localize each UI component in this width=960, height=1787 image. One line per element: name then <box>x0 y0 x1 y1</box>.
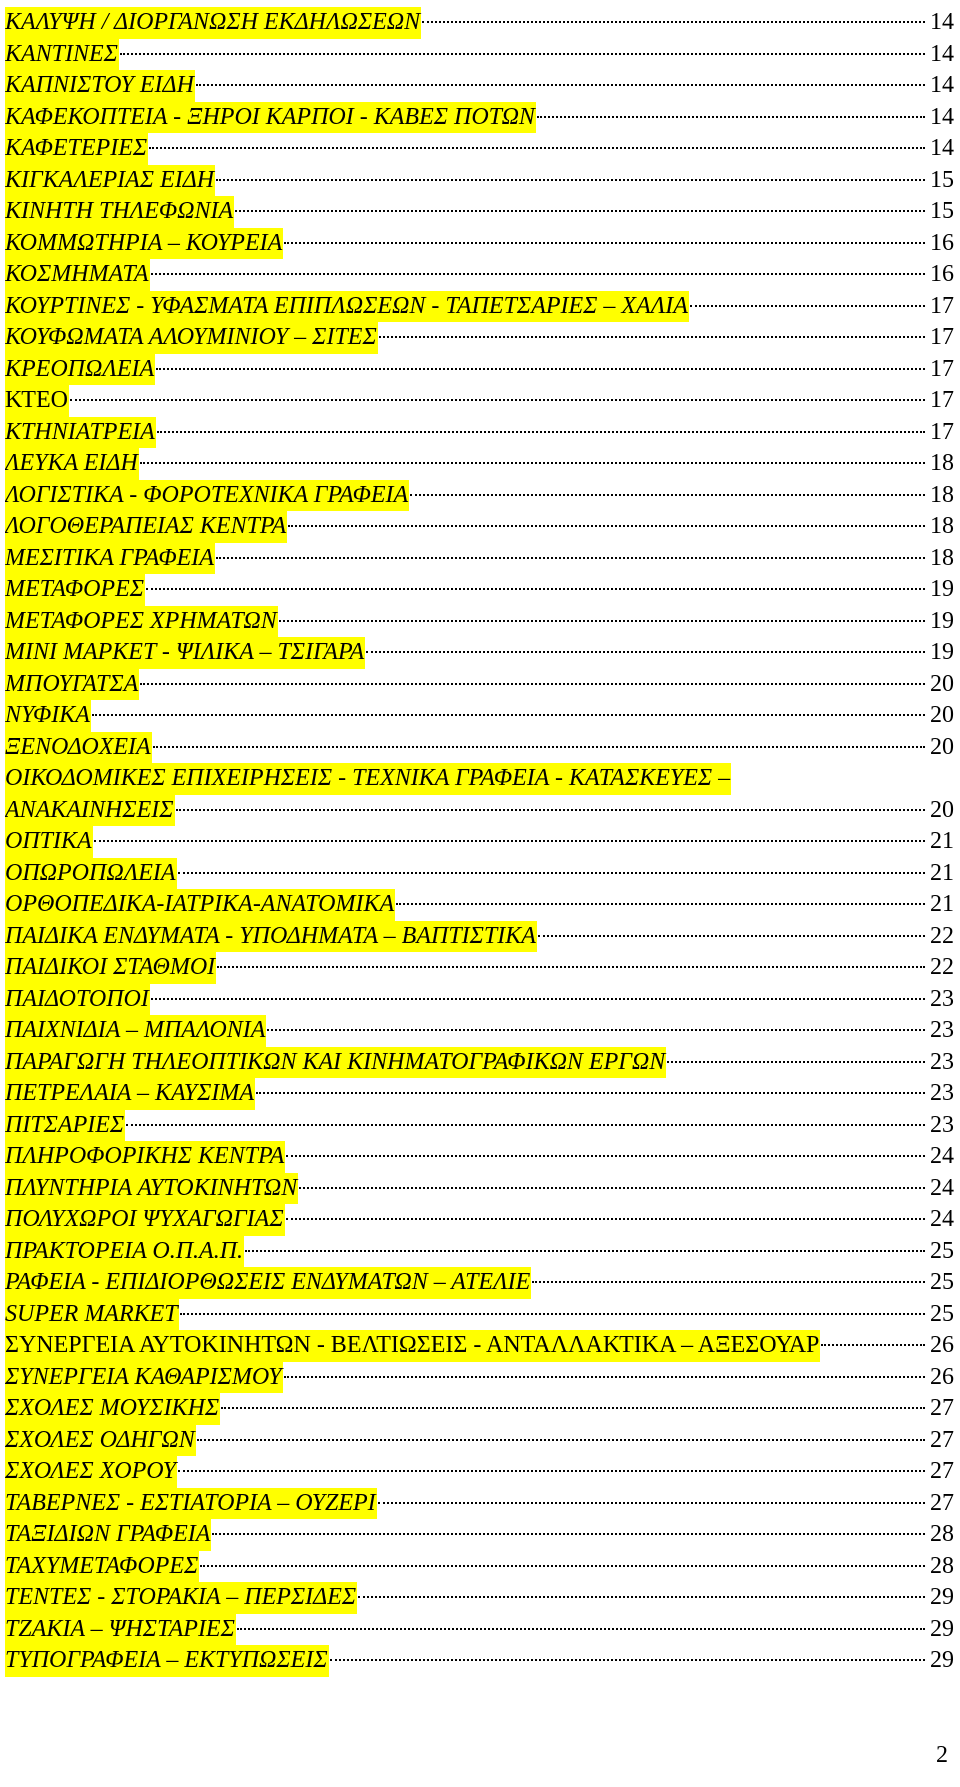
dot-leader <box>245 1250 925 1252</box>
toc-entry-title: ΠΑΡΑΓΩΓΗ ΤΗΛΕΟΠΤΙΚΩΝ ΚΑΙ ΚΙΝΗΜΑΤΟΓΡΑΦΙΚΩΝ ΕΡΓΩΝ <box>5 1047 666 1079</box>
dot-leader <box>92 714 925 716</box>
toc-entry <box>5 700 954 732</box>
dot-leader <box>151 998 925 1000</box>
toc-entry-title: ΚΟΜΜΩΤΗΡΙΑ – ΚΟΥΡΕΙΑ <box>5 228 283 260</box>
dot-leader <box>532 1281 925 1283</box>
toc-entry-page: 23 <box>930 1080 954 1106</box>
toc-entry <box>5 385 954 417</box>
toc-entry-title: ΜΕΣΙΤΙΚΑ ΓΡΑΦΕΙΑ <box>5 543 215 575</box>
toc-entry <box>5 511 954 543</box>
toc-entry-title: ΟΠΩΡΟΠΩΛΕΙΑ <box>5 858 177 890</box>
toc-entry-page: 14 <box>930 135 954 161</box>
dot-leader <box>146 588 925 590</box>
toc-entry-page: 25 <box>930 1300 954 1327</box>
toc-entry-page: 19 <box>930 607 954 634</box>
dot-leader <box>217 966 925 968</box>
toc-entry-page: 16 <box>930 261 954 287</box>
toc-entry-page: 20 <box>930 796 954 823</box>
page-number: 2 <box>936 1742 948 1768</box>
toc-entry <box>5 669 954 701</box>
toc-entry-title: ΚΟΥΡΤΙΝΕΣ - ΥΦΑΣΜΑΤΑ ΕΠΙΠΛΩΣΕΩΝ - ΤΑΠΕΤΣΑΡΙΕΣ – ΧΑΛΙΑ <box>5 291 689 323</box>
toc-entry <box>5 1456 954 1488</box>
toc-entry-title: ΚΑΠΝΙΣΤΟΥ ΕΙΔΗ <box>5 70 195 102</box>
toc-entry-page: 19 <box>930 576 954 602</box>
toc-entry <box>5 1488 954 1520</box>
dot-leader <box>690 305 925 307</box>
toc-entry <box>5 795 954 827</box>
toc-entry-page: 25 <box>930 1269 954 1295</box>
toc-entry-title: ΚΑΝΤΙΝΕΣ <box>5 39 119 71</box>
dot-leader <box>157 431 925 433</box>
toc-entry <box>5 889 954 921</box>
dot-leader <box>140 683 925 685</box>
toc-entry-title: ΠΑΙΔΙΚΟΙ ΣΤΑΘΜΟΙ <box>5 952 216 984</box>
toc-entry <box>5 858 954 890</box>
toc-entry-title: ΣΥΝΕΡΓΕΙΑ ΑΥΤΟΚΙΝΗΤΩΝ - ΒΕΛΤΙΩΣΕΙΣ - ΑΝΤΑΛΛΑΚΤΙΚΑ – ΑΞΕΣΟΥΑΡ <box>5 1330 820 1362</box>
dot-leader <box>216 557 925 559</box>
toc-entry-title: ΚΙΓΚΑΛΕΡΙΑΣ ΕΙΔΗ <box>5 165 215 197</box>
toc-entry-title: ΚΑΦΕΚΟΠΤΕΙΑ - ΞΗΡΟΙ ΚΑΡΠΟΙ - ΚΑΒΕΣ ΠΟΤΩΝ <box>5 102 536 134</box>
toc-entry-title: ΤΕΝΤΕΣ - ΣΤΟΡΑΚΙΑ – ΠΕΡΣΙΔΕΣ <box>5 1582 357 1614</box>
toc-entry-title: ΤΥΠΟΓΡΑΦΕΙΑ – ΕΚΤΥΠΩΣΕΙΣ <box>5 1645 329 1677</box>
toc-entry-title: ΤΑΒΕΡΝΕΣ - ΕΣΤΙΑΤΟΡΙΑ – ΟΥΖΕΡΙ <box>5 1488 377 1520</box>
toc-entry-title: ΟΠΤΙΚΑ <box>5 826 93 858</box>
dot-leader <box>299 1187 925 1189</box>
toc-entry <box>5 102 954 134</box>
dot-leader <box>153 746 925 748</box>
toc-entry-page: 28 <box>930 1552 954 1579</box>
toc-entry-page: 28 <box>930 1521 954 1547</box>
toc-entry-page: 24 <box>930 1143 954 1169</box>
toc-entry-title: ΠΟΛΥΧΩΡΟΙ ΨΥΧΑΓΩΓΙΑΣ <box>5 1204 285 1236</box>
toc-entry-page: 29 <box>930 1647 954 1673</box>
dot-leader <box>94 840 925 842</box>
toc-entry-title: ΠΛΥΝΤΗΡΙΑ ΑΥΤΟΚΙΝΗΤΩΝ <box>5 1173 298 1205</box>
toc-entry-title: ΜΠΟΥΓΑΤΣΑ <box>5 669 139 701</box>
toc-entry <box>5 1425 954 1457</box>
toc-entry-page: 27 <box>930 1426 954 1453</box>
toc-entry-title: ΣΥΝΕΡΓΕΙΑ ΚΑΘΑΡΙΣΜΟΥ <box>5 1362 283 1394</box>
toc-entry-title: ΛΟΓΟΘΕΡΑΠΕΙΑΣ ΚΕΝΤΡΑ <box>5 511 287 543</box>
toc-entry <box>5 1330 954 1362</box>
toc-entry-page: 18 <box>930 481 954 508</box>
toc-entry-title: ΚΟΣΜΗΜΑΤΑ <box>5 259 150 291</box>
toc-entry-page: 17 <box>930 355 954 382</box>
toc-entry-page: 17 <box>930 292 954 319</box>
toc-entry-page: 27 <box>930 1395 954 1421</box>
toc-entry-page: 19 <box>930 639 954 665</box>
toc-entry-page: 25 <box>930 1237 954 1264</box>
toc-entry <box>5 763 954 795</box>
toc-entry-title: ΜΕΤΑΦΟΡΕΣ ΧΡΗΜΑΤΩΝ <box>5 606 278 638</box>
toc-entry-page: 29 <box>930 1584 954 1610</box>
toc-entry <box>5 196 954 228</box>
dot-leader <box>149 147 925 149</box>
toc-entry-title: ΚΤΗΝΙΑΤΡΕΙΑ <box>5 417 156 449</box>
dot-leader <box>216 179 925 181</box>
dot-leader <box>366 651 925 653</box>
toc-entry-title: ΣΧΟΛΕΣ ΟΔΗΓΩΝ <box>5 1425 196 1457</box>
toc-entry-page: 14 <box>930 9 954 35</box>
toc-entry-page: 14 <box>930 72 954 98</box>
dot-leader <box>235 210 925 212</box>
dot-leader <box>256 1092 925 1094</box>
dot-leader <box>156 368 925 370</box>
toc-entry-title: ΠΑΙΧΝΙΔΙΑ – ΜΠΑΛΟΝΙΑ <box>5 1015 266 1047</box>
dot-leader <box>284 1376 925 1378</box>
toc-entry <box>5 1614 954 1646</box>
dot-leader <box>126 1124 925 1126</box>
table-of-contents <box>5 7 954 1677</box>
toc-entry <box>5 39 954 71</box>
dot-leader <box>197 1439 925 1441</box>
toc-entry-page: 20 <box>930 702 954 728</box>
dot-leader <box>396 903 925 905</box>
toc-entry <box>5 1519 954 1551</box>
toc-entry-page: 14 <box>930 103 954 130</box>
dot-leader <box>212 1533 925 1535</box>
toc-entry-page: 20 <box>930 670 954 697</box>
toc-entry <box>5 1204 954 1236</box>
toc-entry-title: ΝΥΦΙΚΑ <box>5 700 91 732</box>
dot-leader <box>667 1061 925 1063</box>
toc-entry-title: ΤΖΑΚΙΑ – ΨΗΣΤΑΡΙΕΣ <box>5 1614 236 1646</box>
toc-entry-title: ΠΕΤΡΕΛΑΙΑ – ΚΑΥΣΙΜΑ <box>5 1078 255 1110</box>
dot-leader <box>821 1344 925 1346</box>
toc-entry-page: 21 <box>930 891 954 917</box>
toc-entry-page: 21 <box>930 859 954 886</box>
toc-entry <box>5 952 954 984</box>
toc-entry-title: ΛΟΓΙΣΤΙΚΑ - ΦΟΡΟΤΕΧΝΙΚΑ ΓΡΑΦΕΙΑ <box>5 480 409 512</box>
toc-entry-title: ΜΕΤΑΦΟΡΕΣ <box>5 574 145 606</box>
toc-entry-page: 24 <box>930 1206 954 1232</box>
toc-entry-page: 22 <box>930 954 954 980</box>
dot-leader <box>284 242 925 244</box>
toc-entry <box>5 984 954 1016</box>
toc-entry-page: 23 <box>930 985 954 1012</box>
toc-entry <box>5 1299 954 1331</box>
dot-leader <box>221 1407 925 1409</box>
toc-entry-page: 26 <box>930 1363 954 1390</box>
toc-entry <box>5 1267 954 1299</box>
toc-entry <box>5 1393 954 1425</box>
toc-entry-title: ΚΟΥΦΩΜΑΤΑ ΑΛΟΥΜΙΝΙΟΥ – ΣΙΤΕΣ <box>5 322 378 354</box>
toc-entry-title: ΤΑΧΥΜΕΤΑΦΟΡΕΣ <box>5 1551 199 1583</box>
toc-entry-page: 23 <box>930 1111 954 1138</box>
toc-entry <box>5 480 954 512</box>
dot-leader <box>538 935 925 937</box>
dot-leader <box>196 84 925 86</box>
toc-entry <box>5 1236 954 1268</box>
toc-entry-page: 29 <box>930 1615 954 1642</box>
dot-leader <box>180 1313 925 1315</box>
toc-entry-title: ΞΕΝΟΔΟΧΕΙΑ <box>5 732 152 764</box>
toc-entry <box>5 1047 954 1079</box>
toc-entry-title: ΚΡΕΟΠΩΛΕΙΑ <box>5 354 155 386</box>
toc-entry-page: 27 <box>930 1458 954 1484</box>
toc-entry-page: 15 <box>930 166 954 193</box>
toc-entry-page: 18 <box>930 450 954 476</box>
toc-entry-title: ΠΡΑΚΤΟΡΕΙΑ Ο.Π.Α.Π. <box>5 1236 244 1268</box>
toc-entry-page: 23 <box>930 1048 954 1075</box>
dot-leader <box>378 1502 925 1504</box>
toc-entry-page: 14 <box>930 40 954 67</box>
toc-entry-title: SUPER MARKET <box>5 1299 179 1331</box>
toc-entry-page: 18 <box>930 544 954 571</box>
toc-entry-page: 20 <box>930 733 954 760</box>
toc-entry-title: ΑΝΑΚΑΙΝΗΣΕΙΣ <box>5 795 175 827</box>
dot-leader <box>410 494 925 496</box>
toc-entry <box>5 1582 954 1614</box>
dot-leader <box>178 1470 925 1472</box>
dot-leader <box>422 21 925 23</box>
toc-entry-title: ΚΤΕΟ <box>5 385 69 417</box>
dot-leader <box>237 1628 925 1630</box>
dot-leader <box>176 809 925 811</box>
toc-entry <box>5 1362 954 1394</box>
dot-leader <box>120 53 925 55</box>
toc-entry <box>5 826 954 858</box>
toc-entry-title: ΟΙΚΟΔΟΜΙΚΕΣ ΕΠΙΧΕΙΡΗΣΕΙΣ - ΤΕΧΝΙΚΑ ΓΡΑΦΕΙΑ - ΚΑΤΑΣΚΕΥΕΣ – <box>5 763 731 795</box>
toc-entry <box>5 70 954 102</box>
toc-entry-page: 16 <box>930 229 954 256</box>
toc-entry <box>5 1645 954 1677</box>
dot-leader <box>379 336 925 338</box>
dot-leader <box>267 1029 925 1031</box>
toc-entry-title: ΡΑΦΕΙΑ - ΕΠΙΔΙΟΡΘΩΣΕΙΣ ΕΝΔΥΜΑΤΩΝ – ΑΤΕΛΙΕ <box>5 1267 531 1299</box>
dot-leader <box>286 1218 925 1220</box>
toc-entry <box>5 637 954 669</box>
toc-entry <box>5 291 954 323</box>
toc-entry-title: ΣΧΟΛΕΣ ΧΟΡΟΥ <box>5 1456 177 1488</box>
toc-entry-page: 24 <box>930 1174 954 1201</box>
toc-entry-page: 22 <box>930 922 954 949</box>
toc-entry-page: 27 <box>930 1489 954 1516</box>
dot-leader <box>537 116 925 118</box>
toc-entry <box>5 543 954 575</box>
toc-entry <box>5 448 954 480</box>
toc-entry-page: 17 <box>930 387 954 413</box>
toc-entry-page: 17 <box>930 324 954 350</box>
toc-entry-title: ΟΡΘΟΠΕΔΙΚΑ-ΙΑΤΡΙΚΑ-ΑΝΑΤΟΜΙΚΑ <box>5 889 395 921</box>
dot-leader <box>330 1659 925 1661</box>
toc-entry <box>5 921 954 953</box>
toc-entry <box>5 354 954 386</box>
toc-entry <box>5 606 954 638</box>
toc-entry-page: 26 <box>930 1332 954 1358</box>
dot-leader <box>151 273 925 275</box>
dot-leader <box>279 620 925 622</box>
toc-entry <box>5 732 954 764</box>
toc-entry <box>5 1110 954 1142</box>
toc-entry <box>5 1015 954 1047</box>
toc-entry <box>5 1141 954 1173</box>
dot-leader <box>140 462 925 464</box>
toc-entry <box>5 417 954 449</box>
toc-entry <box>5 1551 954 1583</box>
toc-entry-title: ΚΑΦΕΤΕΡΙΕΣ <box>5 133 148 165</box>
toc-entry-title: ΜΙΝΙ ΜΑΡΚΕΤ - ΨΙΛΙΚΑ – ΤΣΙΓΑΡΑ <box>5 637 365 669</box>
toc-entry-page: 21 <box>930 828 954 854</box>
toc-entry <box>5 322 954 354</box>
dot-leader <box>286 1155 925 1157</box>
dot-leader <box>288 525 925 527</box>
toc-entry <box>5 1078 954 1110</box>
toc-entry-title: ΚΑΛΥΨΗ / ΔΙΟΡΓΑΝΩΣΗ ΕΚΔΗΛΩΣΕΩΝ <box>5 7 421 39</box>
dot-leader <box>70 399 925 401</box>
toc-entry-title: ΠΛΗΡΟΦΟΡΙΚΗΣ ΚΕΝΤΡΑ <box>5 1141 285 1173</box>
toc-entry <box>5 1173 954 1205</box>
toc-entry-page: 15 <box>930 198 954 224</box>
toc-entry-title: ΣΧΟΛΕΣ ΜΟΥΣΙΚΗΣ <box>5 1393 220 1425</box>
toc-entry-page: 18 <box>930 513 954 539</box>
dot-leader <box>200 1565 925 1567</box>
dot-leader <box>358 1596 925 1598</box>
dot-leader <box>178 872 925 874</box>
toc-entry-title: ΚΙΝΗΤΗ ΤΗΛΕΦΩΝΙΑ <box>5 196 234 228</box>
toc-entry-title: ΛΕΥΚΑ ΕΙΔΗ <box>5 448 139 480</box>
toc-entry-title: ΠΑΙΔΙΚΑ ΕΝΔΥΜΑΤΑ - ΥΠΟΔΗΜΑΤΑ – ΒΑΠΤΙΣΤΙΚΑ <box>5 921 537 953</box>
toc-entry-title: ΠΑΙΔΟΤΟΠΟΙ <box>5 984 150 1016</box>
toc-entry <box>5 165 954 197</box>
toc-entry-page: 23 <box>930 1017 954 1043</box>
toc-entry <box>5 228 954 260</box>
toc-entry <box>5 7 954 39</box>
toc-entry <box>5 133 954 165</box>
toc-entry-title: ΤΑΞΙΔΙΩΝ ΓΡΑΦΕΙΑ <box>5 1519 211 1551</box>
toc-entry <box>5 259 954 291</box>
toc-entry <box>5 574 954 606</box>
toc-entry-page: 17 <box>930 418 954 445</box>
toc-entry-title: ΠΙΤΣΑΡΙΕΣ <box>5 1110 125 1142</box>
